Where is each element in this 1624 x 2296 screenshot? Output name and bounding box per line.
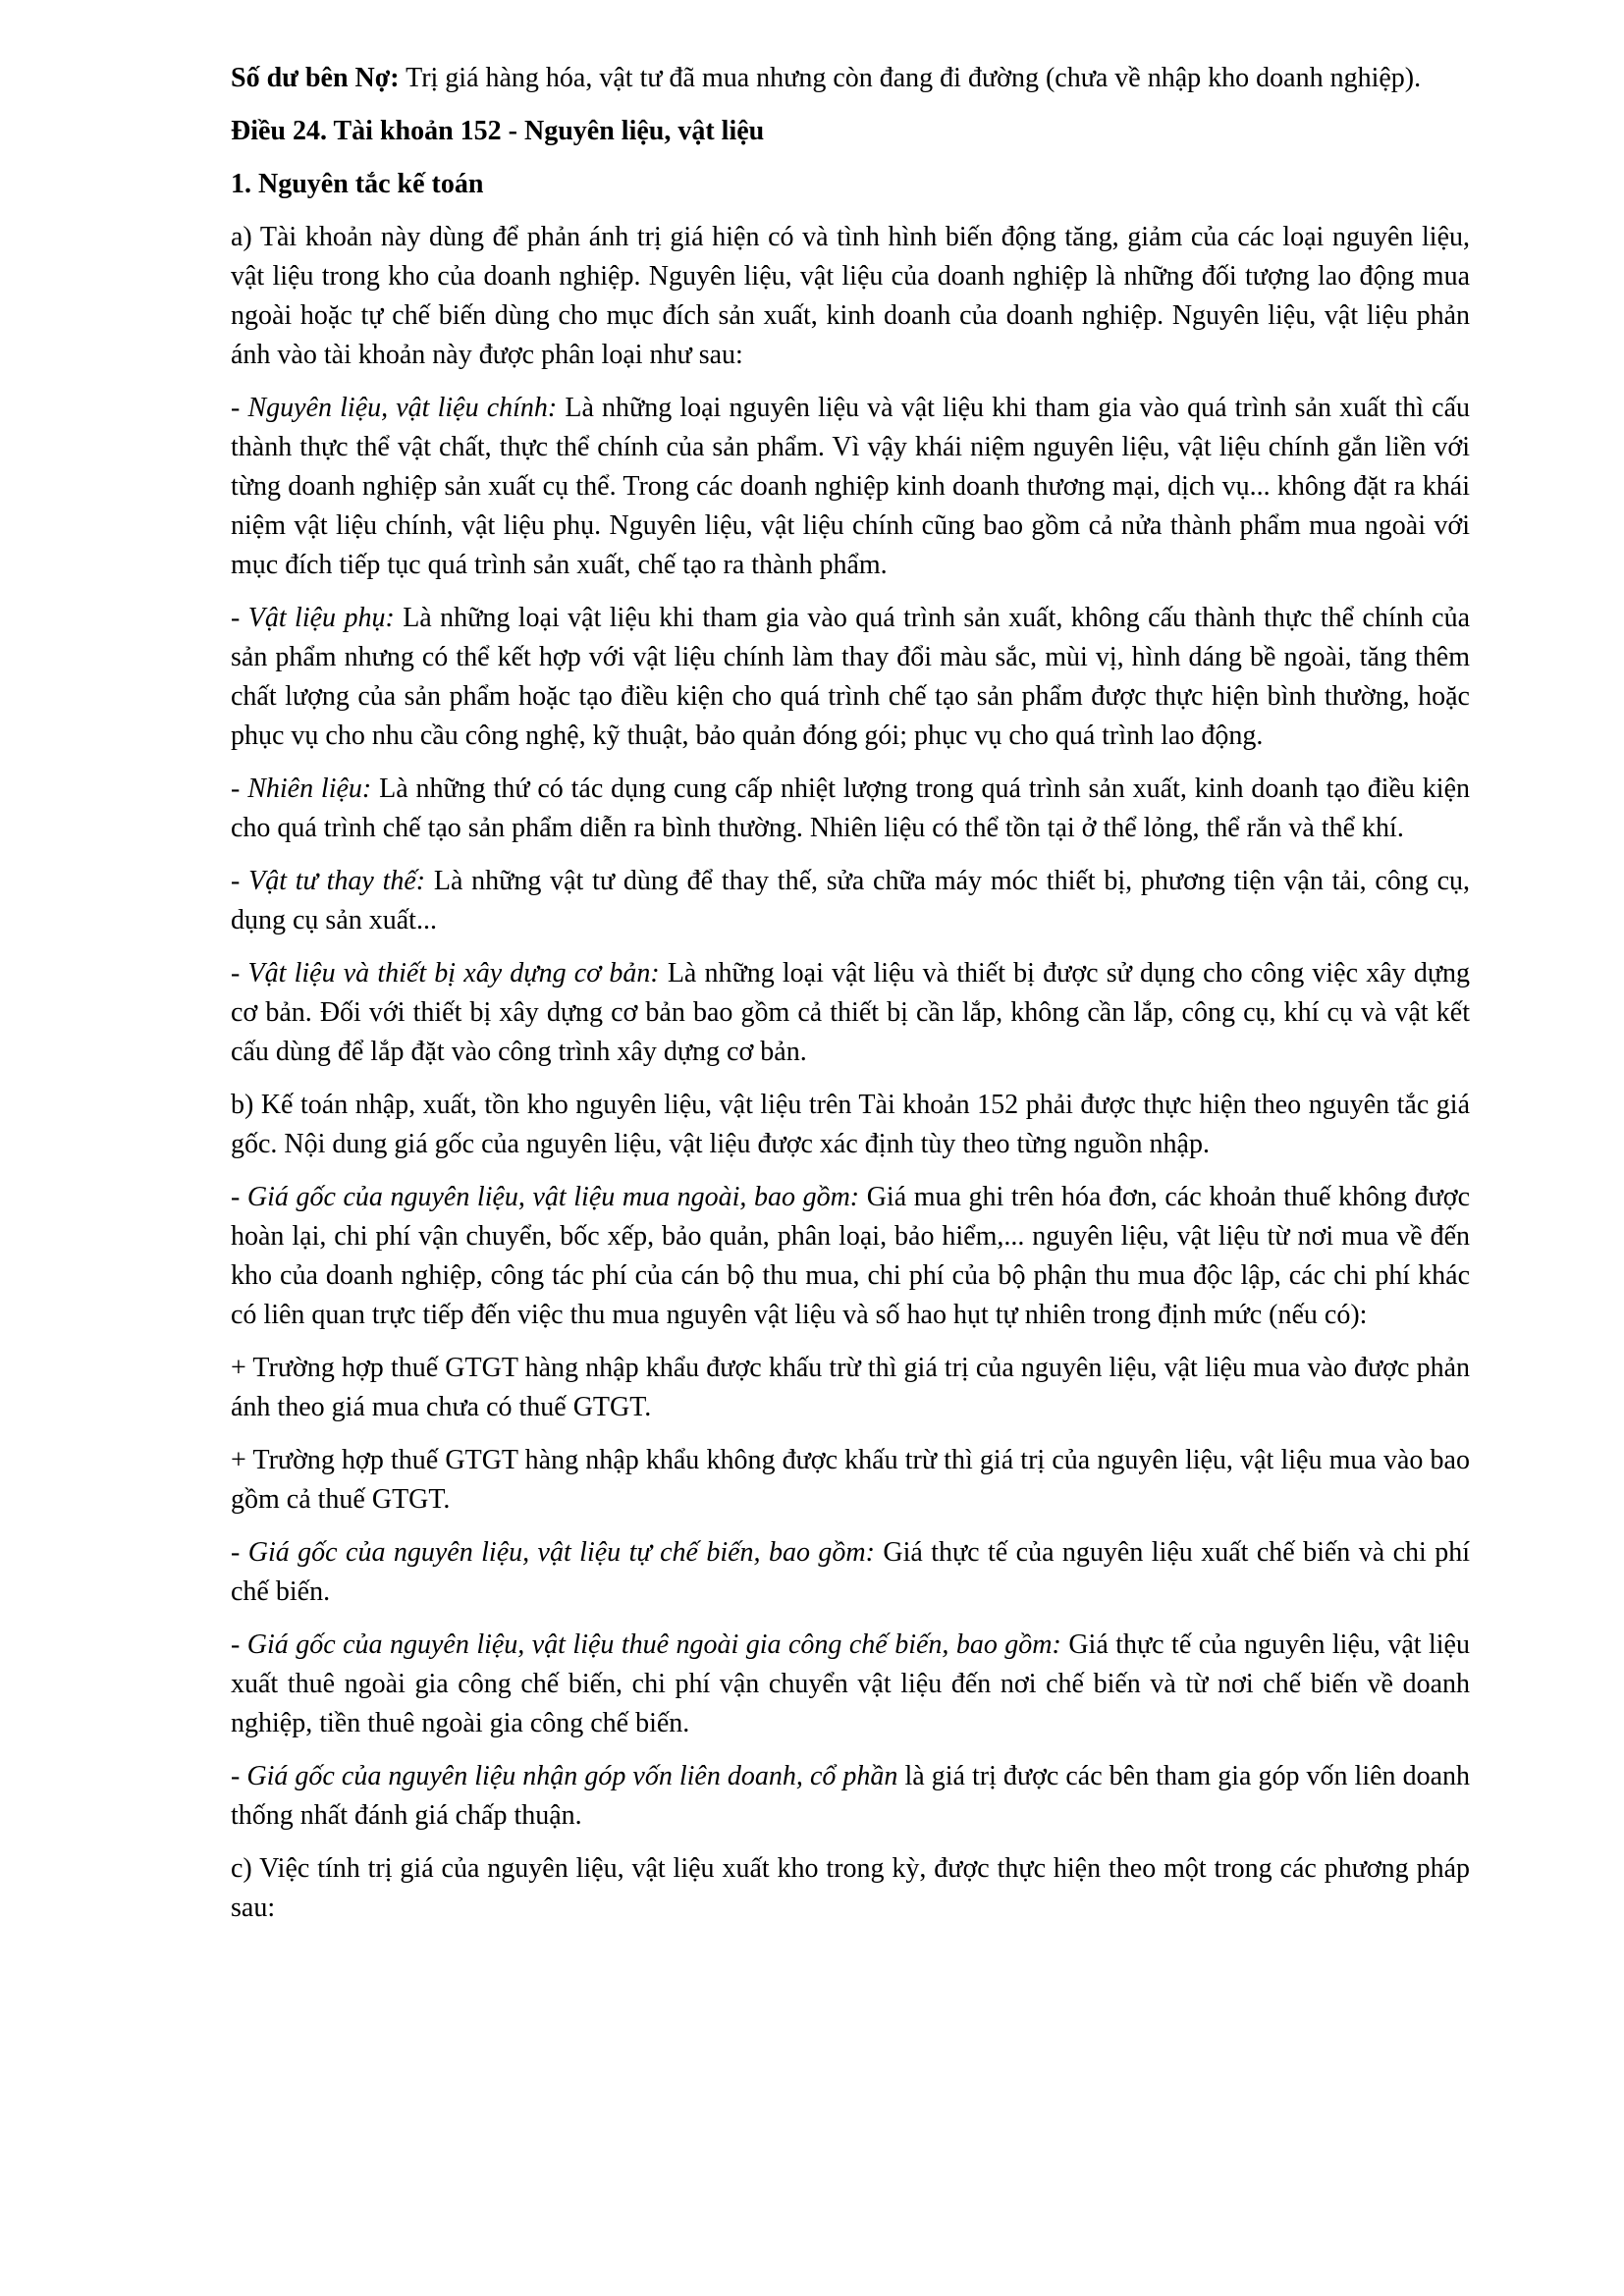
text-run: - [231,958,248,988]
text-run: Số dư bên Nợ: [231,63,400,93]
heading [231,165,1470,204]
text-run: Giá gốc của nguyên liệu, vật liệu thuê ngoài gia công chế biến, bao gồm: [246,1629,1061,1660]
paragraph [231,389,1470,585]
paragraph [231,770,1470,848]
text-run: Điều 24. Tài khoản 152 - Nguyên liệu, vật liệu [231,116,765,146]
text-run: - [231,393,248,423]
text-run: Là những loại nguyên liệu và vật liệu khi tham gia vào quá trình sản xuất thì cấu thành thực thể vật chất, thực thể chính của sản phẩm. Vì vậy khái niệm nguyên liệu, vật liệu chính gắn liền với từng doanh nghiệp sản xuất cụ thể. Trong các doanh nghiệp kinh doanh thương mại, dịch vụ... không đặt ra khái niệm vật liệu chính, vật liệu phụ. Nguyên liệu, vật liệu chính cũng bao gồm cả nửa thành phẩm mua ngoài với mục đích tiếp tục quá trình sản xuất, chế tạo ra thành phẩm. [231,393,1471,580]
paragraph [231,1533,1470,1612]
text-run: là giá trị được các bên tham gia góp vốn liên doanh thống nhất đánh giá chấp thuận. [231,1761,1470,1831]
text-run: c) Việc tính trị giá của nguyên liệu, vật liệu xuất kho trong kỳ, được thực hiện theo một trong các phương pháp sau: [231,1853,1470,1923]
text-run: Là những vật tư dùng để thay thế, sửa chữa máy móc thiết bị, phương tiện vận tải, công cụ, dụng cụ sản xuất... [231,866,1471,935]
text-run: Nguyên liệu, vật liệu chính: [247,393,558,423]
paragraph [231,1757,1470,1836]
text-run: Giá gốc của nguyên liệu, vật liệu tự chế biến, bao gồm: [247,1537,875,1568]
paragraph [231,1441,1470,1520]
text-run: - [231,774,248,804]
text-run: Nhiên liệu: [247,774,372,804]
text-run: Giá thực tế của nguyên liệu, vật liệu xuất thuê ngoài gia công chế biến, chi phí vận chuyển vật liệu đến nơi chế biến và từ nơi chế biến về doanh nghiệp, tiền thuê ngoài gia công chế biến. [231,1629,1470,1738]
text-run: - [231,1537,248,1568]
paragraph [231,954,1470,1072]
paragraph [231,218,1470,375]
text-run: Là những thứ có tác dụng cung cấp nhiệt lượng trong quá trình sản xuất, kinh doanh tạo điều kiện cho quá trình chế tạo sản phẩm diễn ra bình thường. Nhiên liệu có thể tồn tại ở thể lỏng, thể rắn và thể khí. [231,774,1470,843]
text-run: Giá gốc của nguyên liệu, vật liệu mua ngoài, bao gồm: [246,1182,860,1212]
text-run: a) Tài khoản này dùng để phản ánh trị giá hiện có và tình hình biến động tăng, giảm của các loại nguyên liệu, vật liệu trong kho của doanh nghiệp. Nguyên liệu, vật liệu của doanh nghiệp là những đối tượng lao động mua ngoài hoặc tự chế biến dùng cho mục đích sản xuất, kinh doanh của doanh nghiệp. Nguyên liệu, vật liệu phản ánh vào tài khoản này được phân loại như sau: [231,222,1470,370]
paragraph [231,1626,1470,1743]
text-run: Giá gốc của nguyên liệu nhận góp vốn liên doanh, cổ phần [246,1761,898,1791]
text-run: Giá mua ghi trên hóa đơn, các khoản thuế không được hoàn lại, chi phí vận chuyển, bốc xếp, bảo quản, phân loại, bảo hiểm,... nguyên liệu, vật liệu từ nơi mua về đến kho của doanh nghiệp, công tác phí của cán bộ thu mua, chi phí của bộ phận thu mua độc lập, các chi phí khác có liên quan trực tiếp đến việc thu mua nguyên vật liệu và số hao hụt tự nhiên trong định mức (nếu có): [231,1182,1470,1330]
paragraph [231,1086,1470,1164]
text-run: Vật liệu phụ: [247,603,395,633]
document-body [231,59,1470,1928]
text-run: b) Kế toán nhập, xuất, tồn kho nguyên liệu, vật liệu trên Tài khoản 152 phải được thực hiện theo nguyên tắc giá gốc. Nội dung giá gốc của nguyên liệu, vật liệu được xác định tùy theo từng nguồn nhập. [231,1090,1470,1159]
paragraph [231,1178,1470,1335]
text-run: - [231,1182,247,1212]
text-run: - [231,603,248,633]
text-run: Là những loại vật liệu khi tham gia vào quá trình sản xuất, không cấu thành thực thể chính của sản phẩm nhưng có thể kết hợp với vật liệu chính làm thay đổi màu sắc, mùi vị, hình dáng bề ngoài, tăng thêm chất lượng của sản phẩm hoặc tạo điều kiện cho quá trình chế tạo sản phẩm được thực hiện bình thường, hoặc phục vụ cho nhu cầu công nghệ, kỹ thuật, bảo quản đóng gói; phục vụ cho quá trình lao động. [231,603,1470,751]
heading [231,112,1470,151]
text-run: Vật liệu và thiết bị xây dựng cơ bản: [247,958,660,988]
text-run: Vật tư thay thế: [248,866,426,896]
text-run: - [231,866,249,896]
text-run: + Trường hợp thuế GTGT hàng nhập khẩu không được khấu trừ thì giá trị của nguyên liệu, vật liệu mua vào bao gồm cả thuế GTGT. [231,1445,1470,1515]
text-run: - [231,1761,247,1791]
paragraph [231,599,1470,756]
text-run: - [231,1629,247,1660]
paragraph [231,1349,1470,1427]
text-run: 1. Nguyên tắc kế toán [231,169,484,199]
paragraph [231,862,1470,940]
paragraph [231,59,1470,98]
text-run: Trị giá hàng hóa, vật tư đã mua nhưng còn đang đi đường (chưa về nhập kho doanh nghiệp). [399,63,1422,93]
paragraph [231,1849,1470,1928]
text-run: Là những loại vật liệu và thiết bị được sử dụng cho công việc xây dựng cơ bản. Đối với thiết bị xây dựng cơ bản bao gồm cả thiết bị cần lắp, không cần lắp, công cụ, khí cụ và vật kết cấu dùng để lắp đặt vào công trình xây dựng cơ bản. [231,958,1470,1067]
text-run: Giá thực tế của nguyên liệu xuất chế biến và chi phí chế biến. [231,1537,1470,1607]
text-run: + Trường hợp thuế GTGT hàng nhập khẩu được khấu trừ thì giá trị của nguyên liệu, vật liệu mua vào được phản ánh theo giá mua chưa có thuế GTGT. [231,1353,1470,1422]
